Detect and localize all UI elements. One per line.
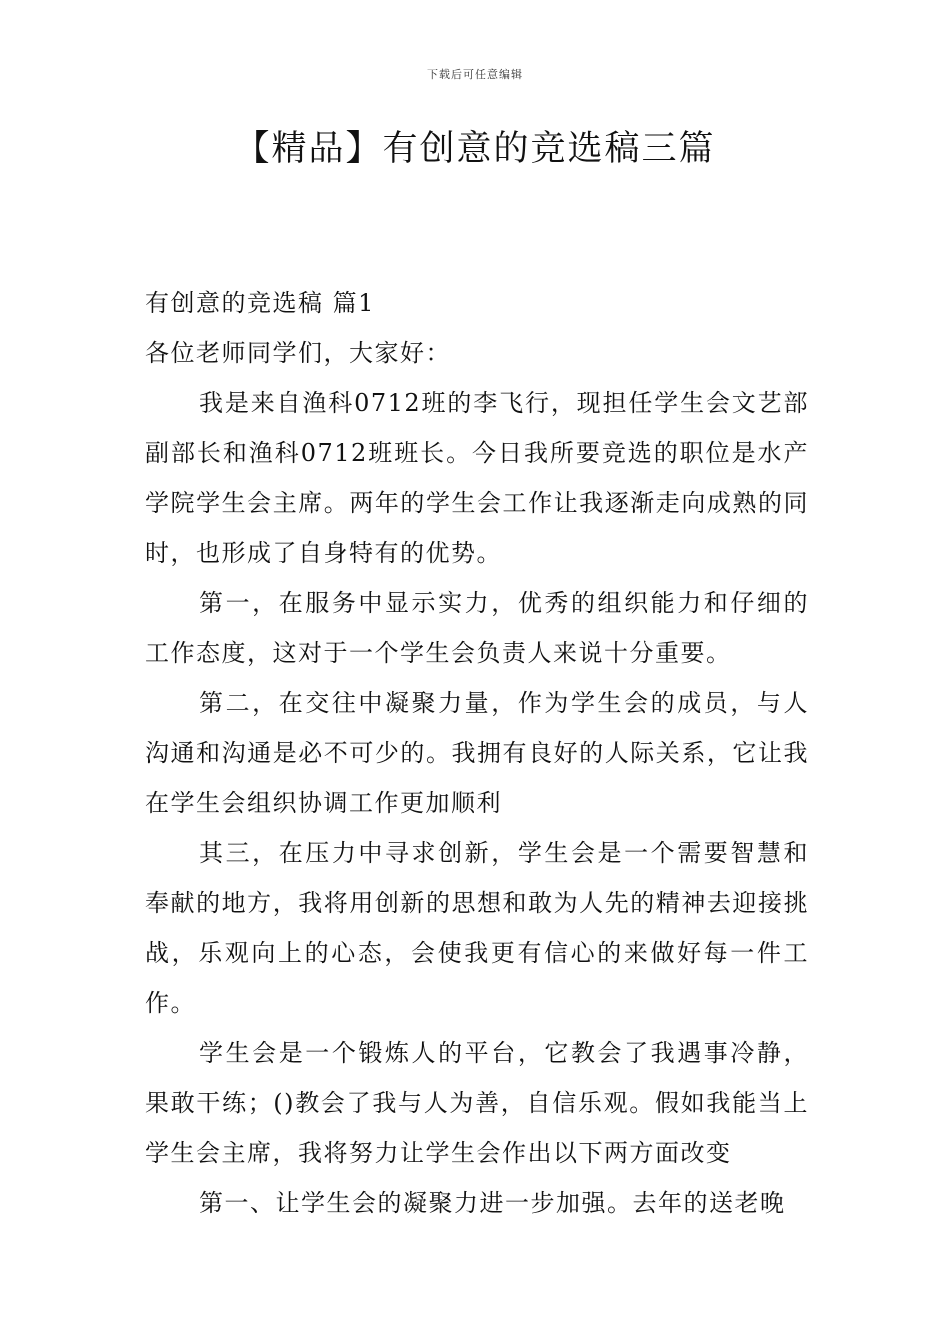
greeting-line: 各位老师同学们，大家好： (145, 339, 451, 367)
body-paragraph: 第二，在交往中凝聚力量，作为学生会的成员，与人沟通和沟通是必不可少的。我拥有良好的人际关系，它让我在学生会组织协调工作更加顺利 (145, 689, 809, 817)
body-paragraph: 学生会是一个锻炼人的平台，它教会了我遇事冷静，果敢干练；()教会了我与人为善，自信乐观。假如我能当上学生会主席，我将努力让学生会作出以下两方面改变 (145, 1039, 809, 1167)
header-note: 下载后可任意编辑 (427, 68, 523, 81)
document-title: 【精品】有创意的竞选稿三篇 (234, 129, 716, 169)
body-paragraph: 其三，在压力中寻求创新，学生会是一个需要智慧和奉献的地方，我将用创新的思想和敢为人先的精神去迎接挑战，乐观向上的心态，会使我更有信心的来做好每一件工作。 (145, 839, 809, 1017)
body-paragraph: 我是来自渔科0712班的李飞行，现担任学生会文艺部副部长和渔科0712班班长。今日我所要竞选的职位是水产学院学生会主席。两年的学生会工作让我逐渐走向成熟的同时，也形成了自身特有的优势。 (145, 389, 809, 567)
body-paragraph: 第一、让学生会的凝聚力进一步加强。去年的送老晚 (199, 1189, 786, 1217)
body-paragraph: 第一，在服务中显示实力，优秀的组织能力和仔细的工作态度，这对于一个学生会负责人来说十分重要。 (145, 589, 809, 667)
document-body (145, 278, 809, 1228)
section-heading: 有创意的竞选稿 篇1 (145, 289, 375, 317)
